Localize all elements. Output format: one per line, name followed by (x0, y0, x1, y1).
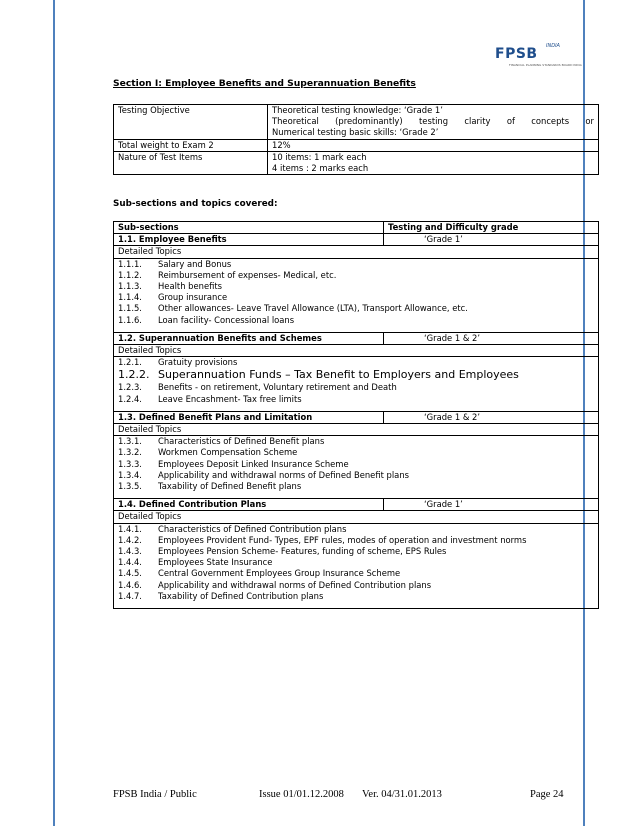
topic-text: Applicability and withdrawal norms of Defined Contribution plans (158, 579, 432, 590)
topics-list-row (114, 357, 599, 412)
list-item (118, 394, 594, 405)
topic-text: Employees Pension Scheme- Features, funding of scheme, EPS Rules (158, 546, 447, 557)
section-grade-cell: ‘Grade 1 & 2’ (384, 411, 599, 423)
topic-text: Characteristics of Defined Contribution plans (158, 523, 347, 534)
topic-number: 1.2.2. (118, 368, 150, 382)
topic-number: 1.1.6. (118, 314, 142, 325)
topic-text: Health benefits (158, 281, 223, 292)
section-heading-row (114, 234, 599, 246)
detailed-topics-label-row (114, 511, 599, 523)
topics-list (114, 436, 599, 499)
objective-line: Theoretical (predominantly) testing clarity of concepts or (272, 116, 594, 127)
nature-line: 4 items : 2 marks each (272, 163, 369, 174)
topic-text: Loan facility- Concessional loans (158, 314, 295, 325)
section-heading-row (114, 332, 599, 344)
left-margin-rule (53, 0, 55, 826)
header-subsections: Sub-sections (114, 222, 384, 234)
detailed-topics-label-row (114, 246, 599, 258)
section-grade-cell: ‘Grade 1’ (384, 499, 599, 511)
topic-number: 1.1.5. (118, 303, 142, 314)
objective-row (114, 105, 599, 140)
detailed-topics-label: Detailed Topics (114, 246, 599, 258)
logo-brand: FPSB (495, 46, 538, 62)
footer-issue: Issue 01/01.12.2008 (259, 789, 344, 800)
detailed-topics-label: Detailed Topics (114, 511, 599, 523)
topic-number: 1.4.2. (118, 534, 142, 545)
topic-text: Characteristics of Defined Benefit plans (158, 436, 325, 447)
weight-row (114, 139, 599, 151)
list-item (118, 357, 594, 368)
list-item (118, 315, 594, 326)
logo-region: INDIA (546, 43, 560, 49)
list-item (118, 382, 594, 393)
topic-text: Employees Provident Fund- Types, EPF rules, modes of operation and investment norms (158, 534, 527, 545)
footer-page: Page 24 (530, 789, 564, 800)
topic-number: 1.4.1. (118, 523, 142, 534)
topic-number: 1.1.3. (118, 281, 142, 292)
detailed-topics-label: Detailed Topics (114, 345, 599, 357)
nature-value (268, 151, 599, 174)
list-item (118, 292, 594, 303)
list-item (118, 447, 594, 458)
list-item (118, 459, 594, 470)
header-grade: Testing and Difficulty grade (384, 222, 599, 234)
topic-text: Other allowances- Leave Travel Allowance (LTA), Transport Allowance, etc. (158, 303, 468, 314)
topic-number: 1.1.1. (118, 258, 142, 269)
topic-text: Salary and Bonus (158, 258, 232, 269)
section-title-cell: 1.4. Defined Contribution Plans (114, 499, 384, 511)
topic-number: 1.3.2. (118, 447, 142, 458)
list-item (118, 524, 594, 535)
info-table (113, 104, 599, 175)
topic-number: 1.3.1. (118, 436, 142, 447)
topic-text: Taxability of Defined Contribution plans (158, 590, 324, 601)
list-item (118, 270, 594, 281)
topic-number: 1.1.2. (118, 269, 142, 280)
topic-number: 1.4.7. (118, 590, 142, 601)
list-item (118, 568, 594, 579)
topic-number: 1.2.1. (118, 357, 142, 368)
section-title-cell: 1.2. Superannuation Benefits and Schemes (114, 332, 384, 344)
topic-number: 1.4.6. (118, 579, 142, 590)
topic-text: Employees State Insurance (158, 557, 273, 568)
topic-text: Taxability of Defined Benefit plans (158, 481, 302, 492)
topic-number: 1.3.4. (118, 469, 142, 480)
topics-table (113, 221, 599, 609)
section-title-cell: 1.3. Defined Benefit Plans and Limitation (114, 411, 384, 423)
list-item (118, 368, 594, 382)
footer-version: Ver. 04/31.01.2013 (362, 789, 442, 800)
topic-text: Gratuity provisions (158, 357, 238, 368)
section-title-cell: 1.1. Employee Benefits (114, 234, 384, 246)
nature-label: Nature of Test Items (114, 151, 268, 174)
topics-list (114, 357, 599, 412)
topic-number: 1.3.3. (118, 458, 142, 469)
topic-text: Central Government Employees Group Insurance Scheme (158, 568, 401, 579)
topic-text: Employees Deposit Linked Insurance Scheme (158, 458, 349, 469)
topic-number: 1.4.4. (118, 557, 142, 568)
list-item (118, 481, 594, 492)
nature-line: 10 items: 1 mark each (272, 151, 367, 162)
topics-list-row (114, 436, 599, 499)
topic-text: Reimbursement of expenses- Medical, etc. (158, 269, 337, 280)
nature-row (114, 151, 599, 174)
topics-header-row (114, 222, 599, 234)
weight-label: Total weight to Exam 2 (114, 139, 268, 151)
section-heading-row (114, 499, 599, 511)
section-title: Section I: Employee Benefits and Superannuation Benefits (113, 78, 416, 89)
topic-text: Group insurance (158, 292, 228, 303)
topics-list-row (114, 258, 599, 332)
fpsb-logo (495, 40, 582, 70)
list-item (118, 535, 594, 546)
list-item (118, 580, 594, 591)
list-item (118, 470, 594, 481)
topic-text: Workmen Compensation Scheme (158, 447, 298, 458)
objective-value (268, 105, 599, 140)
list-item (118, 281, 594, 292)
topic-text: Leave Encashment- Tax free limits (158, 393, 302, 404)
list-item (118, 259, 594, 270)
topic-text: Benefits - on retirement, Voluntary retirement and Death (158, 382, 397, 393)
topic-number: 1.3.5. (118, 481, 142, 492)
topic-text: Superannuation Funds – Tax Benefit to Employers and Employees (158, 368, 519, 382)
topics-list (114, 523, 599, 608)
list-item (118, 557, 594, 568)
topic-number: 1.4.5. (118, 568, 142, 579)
list-item (118, 436, 594, 447)
section-heading-row (114, 411, 599, 423)
section-grade-cell: ‘Grade 1’ (384, 234, 599, 246)
subsections-heading: Sub-sections and topics covered: (113, 199, 278, 209)
detailed-topics-label: Detailed Topics (114, 424, 599, 436)
list-item (118, 591, 594, 602)
logo-tagline: FINANCIAL PLANNING STANDARDS BOARD INDIA (509, 63, 582, 67)
topics-list-row (114, 523, 599, 608)
topics-list (114, 258, 599, 332)
objective-label: Testing Objective (114, 105, 268, 140)
weight-value: 12% (268, 139, 599, 151)
objective-line: Theoretical testing knowledge: ‘Grade 1’ (272, 105, 443, 115)
detailed-topics-label-row (114, 424, 599, 436)
topic-text: Applicability and withdrawal norms of Defined Benefit plans (158, 469, 409, 480)
topic-number: 1.2.3. (118, 382, 142, 393)
section-grade-cell: ‘Grade 1 & 2’ (384, 332, 599, 344)
topic-number: 1.2.4. (118, 393, 142, 404)
detailed-topics-label-row (114, 345, 599, 357)
footer-left: FPSB India / Public (113, 789, 197, 800)
topic-number: 1.1.4. (118, 292, 142, 303)
topic-number: 1.4.3. (118, 546, 142, 557)
list-item (118, 546, 594, 557)
list-item (118, 303, 594, 314)
objective-line: Numerical testing basic skills: ‘Grade 2’ (272, 127, 439, 138)
